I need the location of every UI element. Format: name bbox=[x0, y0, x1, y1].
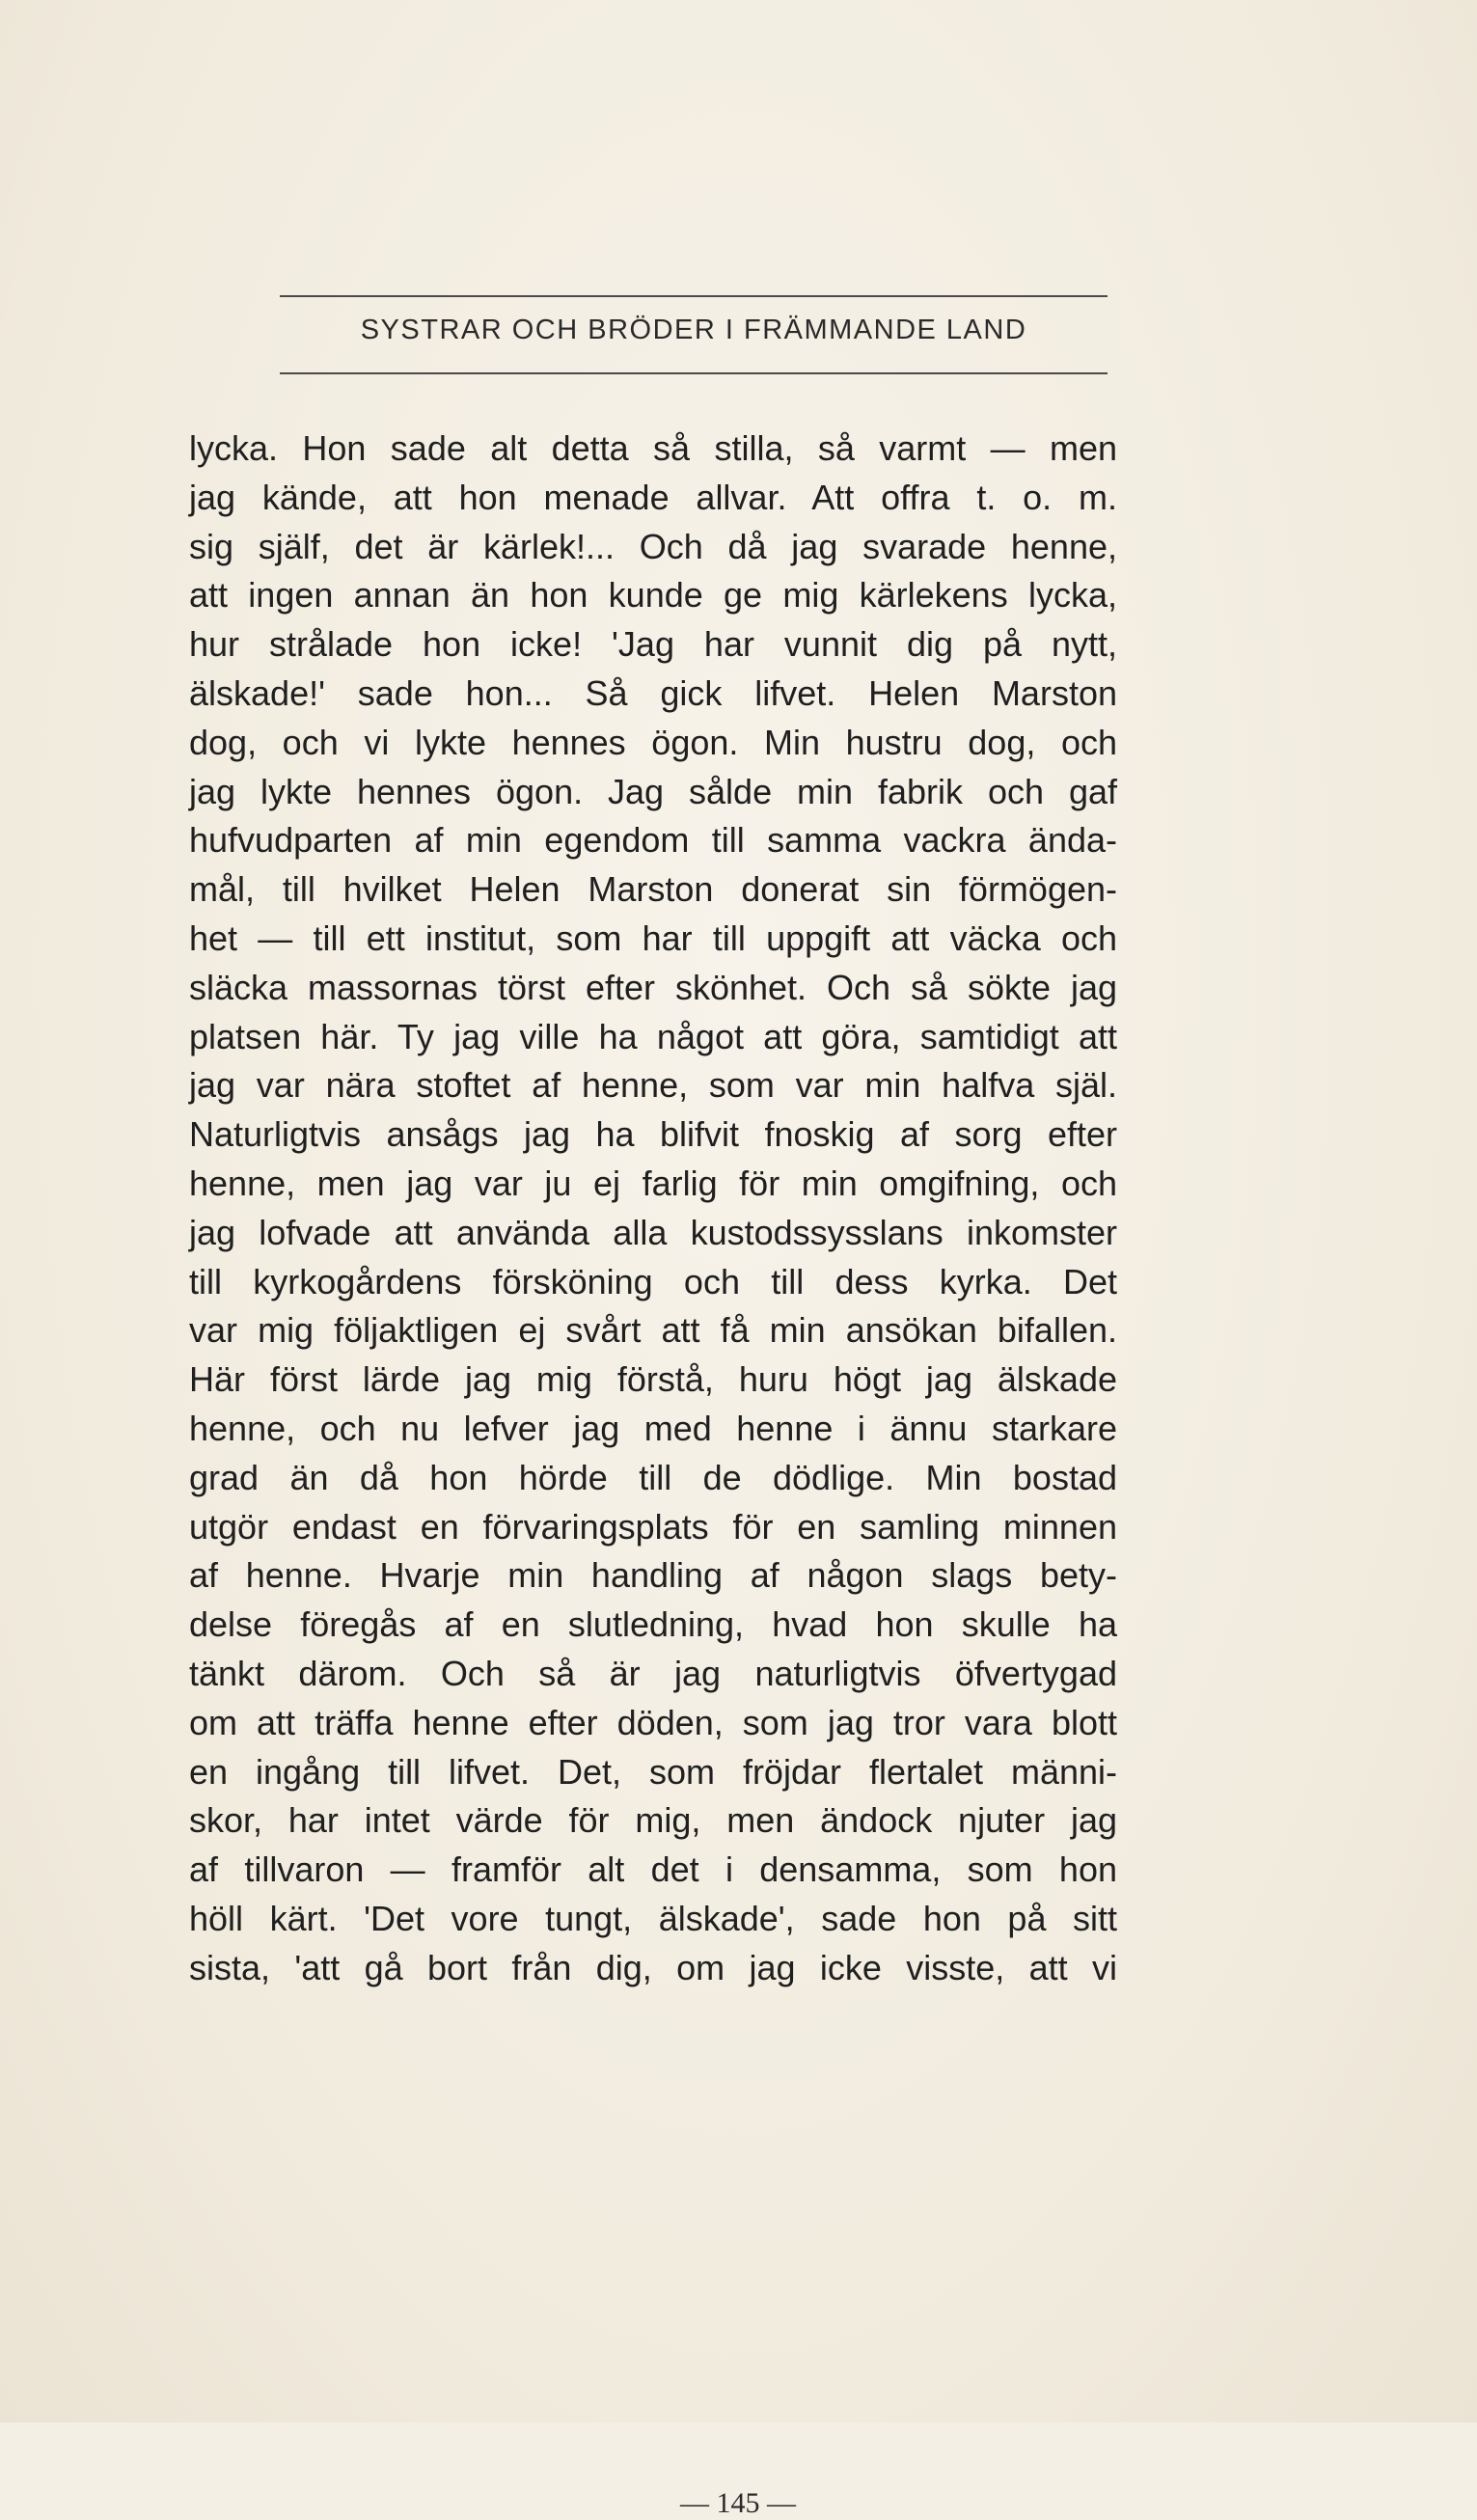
text-line: jag kände, att hon menade allvar. Att offra t. o. m. bbox=[189, 477, 1117, 517]
text-line: grad än då hon hörde till de dödlige. Min bostad bbox=[189, 1457, 1117, 1497]
text-line: delse föregås af en slutledning, hvad hon skulle ha bbox=[189, 1604, 1117, 1645]
header-rule-bottom bbox=[280, 372, 1108, 374]
text-line: sista, 'att gå bort från dig, om jag icke visste, att vi bbox=[189, 1947, 1117, 1987]
page-number: — 145 — bbox=[680, 2487, 796, 2519]
text-line: af tillvaron — framför alt det i densamma, som hon bbox=[189, 1849, 1117, 1890]
body-text bbox=[189, 425, 1117, 1993]
text-line: het — till ett institut, som har till uppgift att väcka och bbox=[189, 918, 1117, 958]
text-line: henne, men jag var ju ej farlig för min omgifning, och bbox=[189, 1163, 1117, 1203]
text-line: Naturligtvis ansågs jag ha blifvit fnoskig af sorg efter bbox=[189, 1114, 1117, 1155]
text-line: hufvudparten af min egendom till samma vackra ända- bbox=[189, 820, 1117, 861]
text-line: skor, har intet värde för mig, men ändock njuter jag bbox=[189, 1800, 1117, 1841]
text-line: tänkt därom. Och så är jag naturligtvis öfvertygad bbox=[189, 1653, 1117, 1693]
text-line: älskade!' sade hon... Så gick lifvet. Helen Marston bbox=[189, 672, 1117, 713]
header-rule-top bbox=[280, 295, 1108, 297]
text-line: en ingång till lifvet. Det, som fröjdar flertalet männi- bbox=[189, 1751, 1117, 1792]
text-line: af henne. Hvarje min handling af någon slags bety- bbox=[189, 1555, 1117, 1596]
text-line: om att träffa henne efter döden, som jag tror vara blott bbox=[189, 1702, 1117, 1742]
text-line: utgör endast en förvaringsplats för en samling minnen bbox=[189, 1506, 1117, 1547]
text-line: henne, och nu lefver jag med henne i ännu starkare bbox=[189, 1408, 1117, 1448]
text-line: mål, till hvilket Helen Marston donerat sin förmögen- bbox=[189, 869, 1117, 910]
text-line: släcka massornas törst efter skönhet. Och så sökte jag bbox=[189, 967, 1117, 1007]
text-line: jag var nära stoftet af henne, som var min halfva själ. bbox=[189, 1065, 1117, 1106]
text-line: höll kärt. 'Det vore tungt, älskade', sade hon på sitt bbox=[189, 1898, 1117, 1938]
text-line: att ingen annan än hon kunde ge mig kärlekens lycka, bbox=[189, 575, 1117, 616]
text-line: jag lofvade att använda alla kustodssysslans inkomster bbox=[189, 1212, 1117, 1252]
text-line: till kyrkogårdens försköning och till dess kyrka. Det bbox=[189, 1261, 1117, 1301]
running-head: SYSTRAR OCH BRÖDER I FRÄMMANDE LAND bbox=[360, 315, 1027, 345]
text-line: lycka. Hon sade alt detta så stilla, så varmt — men bbox=[189, 428, 1117, 468]
text-line: dog, och vi lykte hennes ögon. Min hustru dog, och bbox=[189, 722, 1117, 762]
text-line: jag lykte hennes ögon. Jag sålde min fabrik och gaf bbox=[189, 771, 1117, 811]
text-line: Här först lärde jag mig förstå, huru högt jag älskade bbox=[189, 1359, 1117, 1400]
text-line: platsen här. Ty jag ville ha något att göra, samtidigt att bbox=[189, 1016, 1117, 1056]
text-line: sig själf, det är kärlek!... Och då jag svarade henne, bbox=[189, 526, 1117, 566]
text-line: var mig följaktligen ej svårt att få min ansökan bifallen. bbox=[189, 1310, 1117, 1351]
text-line: hur strålade hon icke! 'Jag har vunnit dig på nytt, bbox=[189, 624, 1117, 665]
